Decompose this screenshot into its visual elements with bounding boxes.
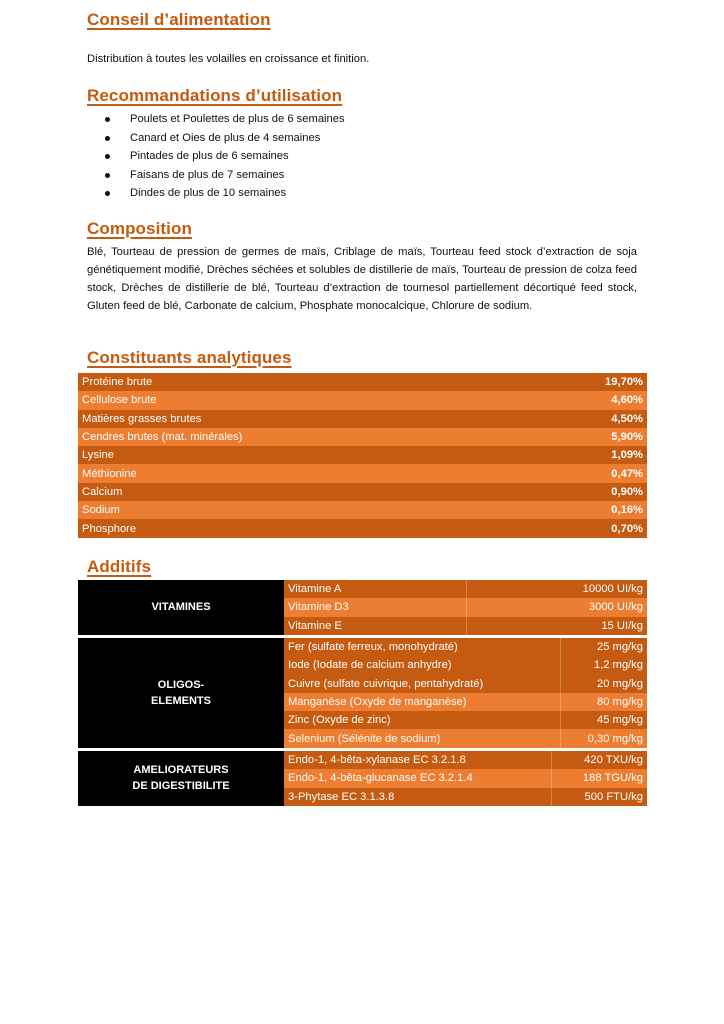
heading-composition: Composition — [87, 219, 192, 238]
heading-conseil: Conseil d’alimentation — [87, 10, 271, 29]
category-vitamines: VITAMINES — [78, 580, 284, 635]
conseil-text: Distribution à toutes les volailles en croissance et finition. — [87, 53, 370, 65]
table-row: Matières grasses brutes 4,50% — [78, 410, 647, 428]
list-item: Dindes de plus de 10 semaines — [100, 184, 345, 203]
bullet-icon — [105, 154, 110, 159]
constituants-table — [78, 373, 647, 538]
composition-text: Blé, Tourteau de pression de germes de maïs, Criblage de maïs, Tourteau feed stock d’extraction de soja génétiquement modifié, Drèches séchées et solubles de distillerie de maïs, Tourteau de pression de colza feed stock, Drèches de distillerie de blé, Tourteau d’extraction de tournesol partiellement décortiqué feed stock, Gluten feed de blé, Carbonate de calcium, Phosphate monocalcique, Chlorure de sodium. — [87, 246, 637, 312]
list-item: Canard et Oies de plus de 4 semaines — [100, 129, 345, 148]
table-row: Cendres brutes (mat. minérales) 5,90% — [78, 428, 647, 446]
bullet-icon — [105, 191, 110, 196]
table-row: Vitamine E 15 UI/kg — [78, 617, 647, 635]
table-row: Protéine brute 19,70% — [78, 373, 647, 391]
heading-constituants: Constituants analytiques — [87, 348, 292, 367]
table-row: VITAMINES Vitamine A 10000 UI/kg — [78, 580, 647, 598]
table-row: Sodium 0,16% — [78, 501, 647, 519]
table-row: AMELIORATEURS DE DIGESTIBILITE Endo-1, 4-bêta-xylanase EC 3.2.1.8 420 TXU/kg — [78, 751, 647, 769]
category-ameliorateurs: AMELIORATEURS DE DIGESTIBILITE — [78, 751, 284, 806]
additifs-oligos-table — [78, 638, 647, 748]
table-row: Endo-1, 4-bêta-glucanase EC 3.2.1.4 188 TGU/kg — [78, 769, 647, 787]
table-row: Calcium 0,90% — [78, 483, 647, 501]
table-row: Lysine 1,09% — [78, 446, 647, 464]
table-row: Vitamine D3 3000 UI/kg — [78, 598, 647, 616]
additifs-vitamines-table — [78, 580, 647, 635]
category-oligos-elements: OLIGOS- ELEMENTS — [78, 638, 284, 748]
table-row: Cellulose brute 4,60% — [78, 391, 647, 409]
additifs-ameliorateurs-table — [78, 751, 647, 806]
recommandations-list — [100, 110, 345, 203]
table-row: Cuivre (sulfate cuivrique, pentahydraté) 20 mg/kg — [78, 675, 647, 693]
table-row: Manganèse (Oxyde de manganèse) 80 mg/kg — [78, 693, 647, 711]
table-row: 3-Phytase EC 3.1.3.8 500 FTU/kg — [78, 788, 647, 806]
table-row: Selenium (Sélénite de sodium) 0,30 mg/kg — [78, 729, 647, 747]
table-row: Méthionine 0,47% — [78, 464, 647, 482]
bullet-icon — [105, 117, 110, 122]
list-item: Poulets et Poulettes de plus de 6 semaines — [100, 110, 345, 129]
table-row: Zinc (Oxyde de zinc) 45 mg/kg — [78, 711, 647, 729]
list-item: Faisans de plus de 7 semaines — [100, 166, 345, 185]
table-row: OLIGOS- ELEMENTS Fer (sulfate ferreux, monohydraté) 25 mg/kg — [78, 638, 647, 656]
bullet-icon — [105, 173, 110, 178]
heading-recommandations: Recommandations d’utilisation — [87, 86, 343, 105]
list-item: Pintades de plus de 6 semaines — [100, 147, 345, 166]
table-row: Iode (Iodate de calcium anhydre) 1,2 mg/kg — [78, 656, 647, 674]
bullet-icon — [105, 136, 110, 141]
heading-additifs: Additifs — [87, 557, 152, 576]
table-row: Phosphore 0,70% — [78, 519, 647, 537]
